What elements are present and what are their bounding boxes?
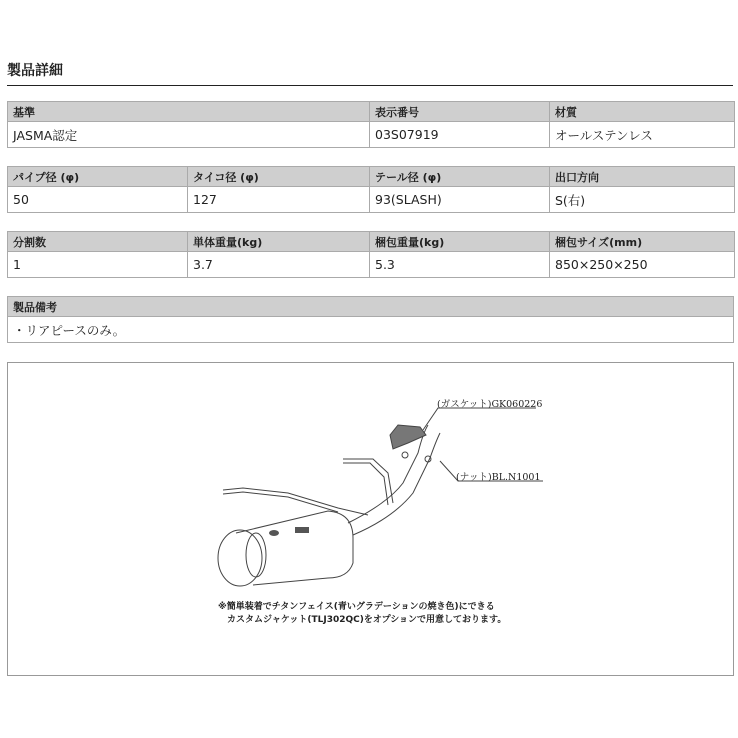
note-line-2: カスタムジャケット(TLJ302QC)をオプションで用意しております。 bbox=[227, 615, 507, 625]
value-material: オールステンレス bbox=[550, 122, 735, 148]
value-exit-direction: S(右) bbox=[550, 187, 735, 213]
value-tail-diameter: 93(SLASH) bbox=[370, 187, 550, 213]
value-pipe-diameter: 50 bbox=[8, 187, 188, 213]
value-package-size: 850×250×250 bbox=[550, 252, 735, 278]
header-unit-weight: 単体重量(kg) bbox=[188, 232, 370, 252]
value-body-diameter: 127 bbox=[188, 187, 370, 213]
header-remarks: 製品備考 bbox=[8, 297, 734, 317]
nut-label: (ナット)BL.N1001 bbox=[456, 472, 541, 483]
header-display-number: 表示番号 bbox=[370, 102, 550, 122]
spec-table-2 bbox=[7, 166, 735, 213]
note-line-1: ※簡単装着でチタンフェイス(青いグラデーションの焼き色)にできる bbox=[218, 602, 495, 612]
header-pipe-diameter: パイプ径 (φ) bbox=[8, 167, 188, 187]
page-title: 製品詳細 bbox=[7, 63, 63, 79]
option-note bbox=[218, 601, 506, 627]
value-pieces: 1 bbox=[8, 252, 188, 278]
gasket-label: (ガスケット)GK060226 bbox=[437, 399, 543, 410]
spec-table-3 bbox=[7, 231, 735, 278]
value-standard: JASMA認定 bbox=[8, 122, 370, 148]
value-unit-weight: 3.7 bbox=[188, 252, 370, 278]
header-standard: 基準 bbox=[8, 102, 370, 122]
remarks-table bbox=[7, 296, 734, 343]
header-material: 材質 bbox=[550, 102, 735, 122]
header-pieces: 分割数 bbox=[8, 232, 188, 252]
header-exit-direction: 出口方向 bbox=[550, 167, 735, 187]
header-body-diameter: タイコ径 (φ) bbox=[188, 167, 370, 187]
value-package-weight: 5.3 bbox=[370, 252, 550, 278]
title-divider bbox=[7, 85, 733, 86]
header-tail-diameter: テール径 (φ) bbox=[370, 167, 550, 187]
muffler-illustration bbox=[8, 363, 733, 675]
header-package-size: 梱包サイズ(mm) bbox=[550, 232, 735, 252]
parts-diagram bbox=[7, 362, 734, 676]
value-display-number: 03S07919 bbox=[370, 122, 550, 148]
value-remarks: ・リアピースのみ。 bbox=[8, 317, 734, 343]
header-package-weight: 梱包重量(kg) bbox=[370, 232, 550, 252]
spec-table-1 bbox=[7, 101, 735, 148]
